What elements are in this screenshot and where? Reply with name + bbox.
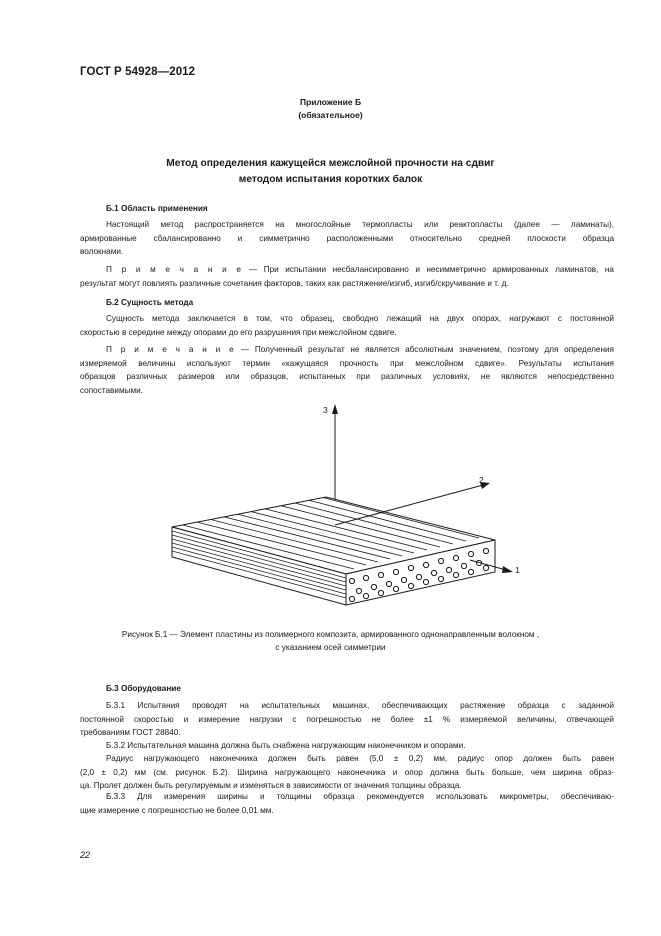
appendix-title: Приложение Б xyxy=(299,97,362,107)
text-line: Б.3.3 Для измерения ширины и толщины образца рекомендуется использовать микрометры, обеспечиваю- xyxy=(106,792,614,801)
text-line: армированные сбалансированно и симметрично расположенными относительно средней плоскости образца xyxy=(80,233,614,243)
axis-1-label: 1 xyxy=(515,565,520,575)
caption-line2: с указанием осей симметрии xyxy=(275,643,386,652)
figure-caption xyxy=(0,628,661,654)
text-line xyxy=(80,263,614,277)
text-line: образцов различных размеров или образцов, испытанных при различных условиях, не являются непосредственно xyxy=(80,372,614,382)
text-line: требованиям ГОСТ 28840. xyxy=(80,728,181,738)
text-line: Настоящий метод распространяется на многослойные термопласты или реактопласты (далее — ламинаты), xyxy=(106,220,614,229)
text-line: (2,0 ± 0,2) мм (см. рисунок Б.2). Ширина нагружающего наконечника и опор должна быть больше, чем ширина образ- xyxy=(80,767,614,777)
text-line: измеряемой величины используют термин «кажущаяся прочность при межслойном сдвиге». Результаты испытания xyxy=(80,358,614,368)
text-line xyxy=(80,343,614,357)
appendix-heading xyxy=(0,96,661,122)
section-b3-paragraph-4 xyxy=(80,790,614,817)
section-b1-note xyxy=(80,263,614,290)
axis-3-arrowhead xyxy=(332,404,338,414)
section-b3-paragraph-1 xyxy=(80,699,614,740)
main-title-line1: Метод определения кажущейся межслойной прочности на сдвиг xyxy=(166,158,495,169)
text-line: Б.3.2 Испытательная машина должна быть снабжена нагружающим наконечником и опорами. xyxy=(106,741,466,750)
text-line: результат могут повлиять различные сочетания факторов, таких как растяжение/изгиб, изгиб/скручивание и т. д. xyxy=(80,278,509,288)
note-label: П р и м е ч а н и е xyxy=(106,345,236,354)
section-b1-paragraph xyxy=(80,218,614,259)
note-text: — Полученный результат не является абсолютным значением, поэтому для определения xyxy=(235,345,614,354)
section-b3-paragraph-2 xyxy=(80,739,614,753)
laminate-figure xyxy=(0,395,661,620)
text-line: Радиус нагружающего наконечника должен быть равен (5,0 ± 0,2) мм, радиус опор должен быть равен xyxy=(106,754,614,763)
main-title-line2: методом испытания коротких балок xyxy=(238,174,423,185)
text-line: скоростью в середине между опорами до его разрушения при межслойном сдвиге. xyxy=(80,327,397,337)
text-line: ца. Пролет должен быть регулируемым и изменяться в зависимости от значения толщины образца. xyxy=(80,781,462,791)
axis-2-label: 2 xyxy=(479,475,484,485)
main-title xyxy=(0,156,661,188)
appendix-subtitle: (обязательное) xyxy=(298,110,363,120)
section-b2-heading: Б.2 Сущность метода xyxy=(106,298,194,307)
text-line: волокнами. xyxy=(80,247,124,257)
text-line: Сущность метода заключается в том, что образец, свободно лежащий на двух опорах, нагружают с постоянной xyxy=(106,314,614,323)
text-line: Б.3.1 Испытания проводят на испытательных машинах, обеспечивающих растяжение образца с заданной xyxy=(106,701,614,710)
section-b2-note xyxy=(80,343,614,397)
document-header: ГОСТ Р 54928—2012 xyxy=(80,66,196,78)
page-number: 22 xyxy=(80,850,91,860)
note-label: П р и м е ч а н и е xyxy=(106,265,243,274)
section-b3-paragraph-3 xyxy=(80,752,614,793)
section-b2-paragraph xyxy=(80,312,614,339)
axis-1-arrowhead xyxy=(502,566,513,573)
section-b3-heading: Б.3 Оборудование xyxy=(106,684,181,693)
note-text: — При испытании несбалансированно и несимметрично армированных ламинатов, на xyxy=(242,265,614,274)
text-line: сопоставимыми. xyxy=(80,385,143,395)
axis-3-label: 3 xyxy=(323,405,328,415)
section-b1-heading: Б.1 Область применения xyxy=(106,204,208,213)
text-line: постоянной скоростью и измерение нагрузки с погрешностью не более ±1 % измеряемой величины, отвечающей xyxy=(80,714,614,724)
caption-line1: Рисунок Б.1 — Элемент пластины из полимерного композита, армированного однонаправленным волокном , xyxy=(121,630,540,639)
text-line: щие измерение с погрешностью не более 0,01 мм. xyxy=(80,805,274,815)
